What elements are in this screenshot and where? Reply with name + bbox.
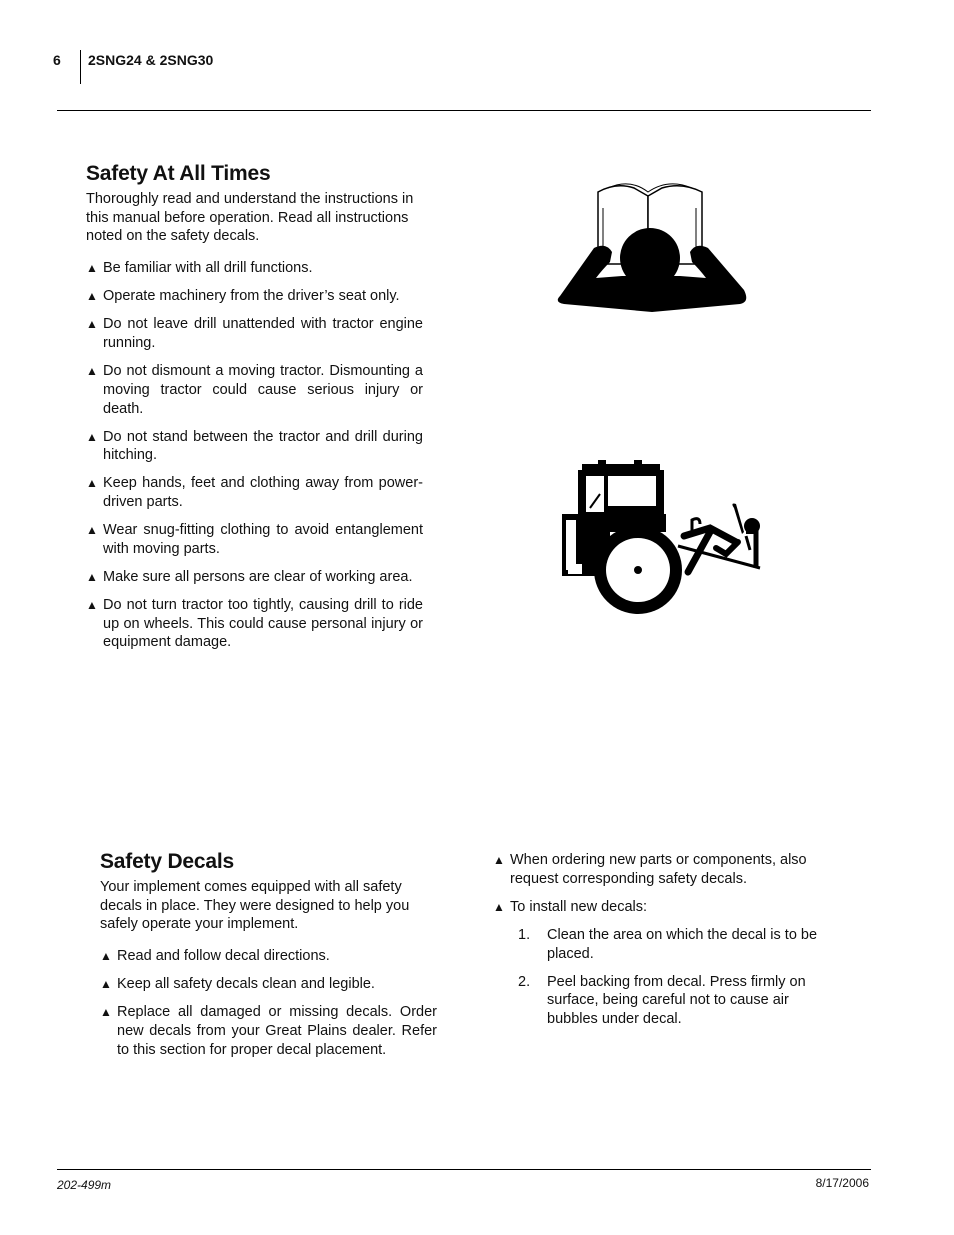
triangle-bullet-icon: ▲ (86, 429, 98, 444)
decals-bullet-list (100, 947, 437, 1059)
section-heading-safety-decals: Safety Decals (100, 850, 234, 873)
triangle-bullet-icon: ▲ (86, 598, 98, 613)
section-heading-safety-at-all-times: Safety At All Times (86, 162, 271, 185)
list-item: ▲ Do not turn tractor too tightly, causing drill to ride up on wheels. This could cause personal injury or equipment damage. (86, 597, 423, 651)
triangle-bullet-icon: ▲ (86, 569, 98, 584)
list-item: ▲ Be familiar with all drill functions. (86, 260, 313, 277)
list-item: ▲ Keep all safety decals clean and legible. (100, 976, 375, 993)
safety-decals-section (100, 850, 437, 1069)
triangle-bullet-icon: ▲ (86, 289, 98, 304)
list-item: ▲ Operate machinery from the driver’s seat only. (86, 288, 400, 305)
triangle-bullet-icon: ▲ (493, 899, 505, 914)
list-item: ▲ Replace all damaged or missing decals. Order new decals from your Great Plains dealer. Refer to this section for proper decal placement. (100, 1004, 437, 1058)
triangle-bullet-icon: ▲ (86, 317, 98, 332)
decal-install-steps (493, 926, 833, 1029)
list-item: ▲ Make sure all persons are clear of working area. (86, 568, 413, 585)
list-item: ▲ When ordering new parts or components, also request corresponding safety decals. (493, 852, 807, 887)
list-item: ▲ Do not leave drill unattended with tractor engine running. (86, 316, 423, 351)
triangle-bullet-icon: ▲ (100, 977, 112, 992)
triangle-bullet-icon: ▲ (86, 523, 98, 538)
list-item: ▲ To install new decals: (493, 898, 648, 915)
header-divider (80, 50, 81, 84)
triangle-bullet-icon: ▲ (100, 949, 112, 964)
step-number: 2. (518, 973, 531, 990)
list-item: ▲ Do not stand between the tractor and drill during hitching. (86, 428, 423, 464)
decals-intro-paragraph: Your implement comes equipped with all safety decals in place. They were designed to help you safely operate your implement. (100, 879, 410, 933)
triangle-bullet-icon: ▲ (86, 364, 98, 379)
triangle-bullet-icon: ▲ (86, 261, 98, 276)
decals-right-bullet-list (493, 851, 833, 917)
list-item: ▲ Read and follow decal directions. (100, 948, 330, 965)
person-reading-manual-icon (550, 178, 755, 320)
safety-at-all-times-section (86, 162, 423, 662)
tractor-hitching-hazard-icon (560, 460, 770, 620)
triangle-bullet-icon: ▲ (86, 476, 98, 491)
list-item: ▲ Do not dismount a moving tractor. Dismounting a moving tractor could cause serious injury or death. (86, 363, 423, 417)
header-title: 2SNG24 & 2SNG30 (88, 52, 214, 68)
footer-date: 8/17/2006 (815, 1176, 869, 1190)
footer-rule (57, 1169, 871, 1170)
page-number: 6 (53, 52, 61, 68)
safety-bullet-list (86, 259, 423, 652)
step-number: 1. (518, 926, 531, 943)
header-rule (57, 110, 871, 111)
decals-right-column (493, 851, 833, 1038)
list-item: ▲ Wear snug-fitting clothing to avoid entanglement with moving parts. (86, 522, 423, 557)
list-item: 1. Clean the area on which the decal is to be placed. (518, 926, 818, 962)
triangle-bullet-icon: ▲ (100, 1005, 112, 1020)
footer-doc-number: 202-499m (57, 1178, 112, 1192)
list-item: 2. Peel backing from decal. Press firmly on surface, being careful not to cause air bubbles under decal. (518, 973, 806, 1028)
list-item: ▲ Keep hands, feet and clothing away from power-driven parts. (86, 475, 423, 511)
safety-intro-paragraph: Thoroughly read and understand the instructions in this manual before operation. Read all instructions noted on the safety decals. (86, 191, 414, 245)
triangle-bullet-icon: ▲ (493, 853, 505, 867)
